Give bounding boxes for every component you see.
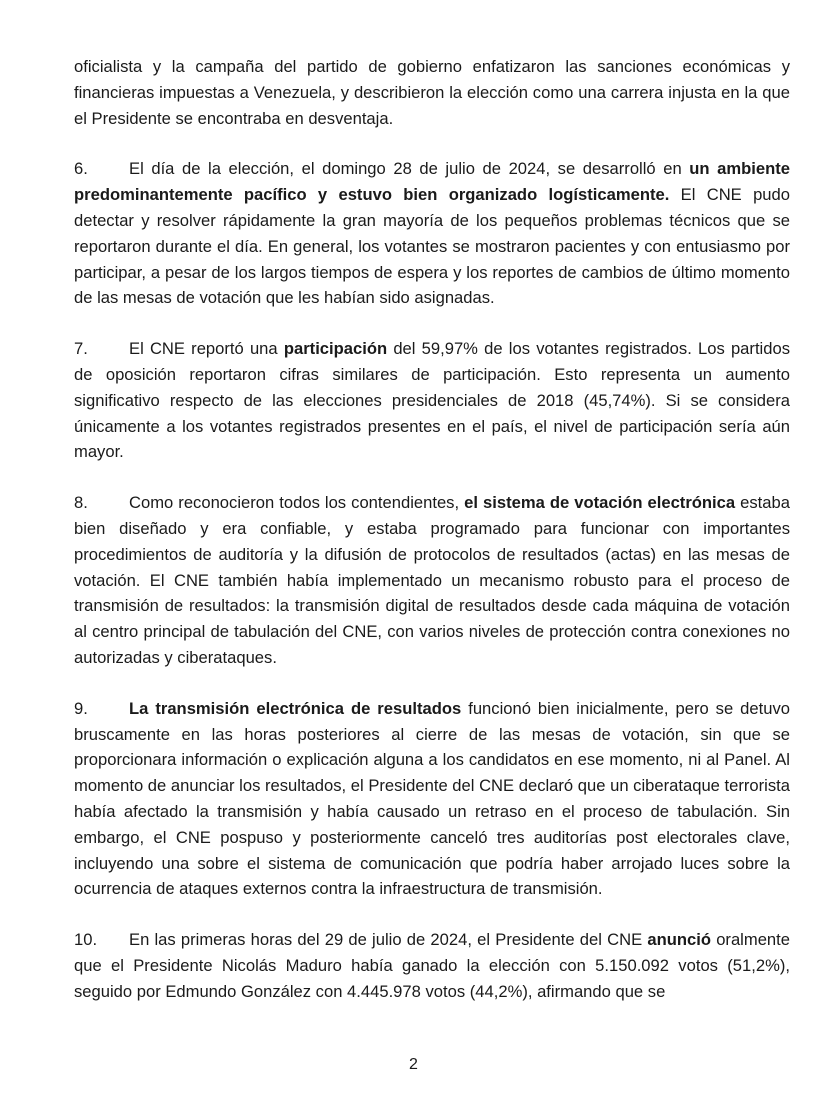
paragraph-text: El CNE pudo detectar y resolver rápidamente la gran mayoría de los pequeños problemas técnicos que se reportaron durante el día. En general, los votantes se mostraron pacientes y con entusiasmo por participar, a pesar de los largos tiempos de espera y los reportes de cambios de último momento de las mesas de votación que les habían sido asignadas. [74,185,790,308]
paragraph-number: 8. [74,493,88,513]
paragraph-bold-text: La transmisión electrónica de resultados [129,698,462,718]
paragraph-bold-text: participación [283,339,388,359]
paragraph-number: 9. [74,698,88,718]
paragraph-text: El día de la elección, el domingo 28 de julio de 2024, se desarrolló en [129,159,690,179]
paragraph-text: estaba bien diseñado y era confiable, y estaba programado para funcionar con importantes procedimientos de auditoría y la difusión de protocolos de resultados (actas) en las mesas de votación. El CNE también había implementado un mecanismo robusto para el proceso de transmisión de resultados: la transmisión digital de resultados desde cada máquina de votación al centro principal de tabulación del CNE, con varios niveles de protección contra conexiones no autorizadas y ciberataques. [74,493,790,667]
paragraph-bold-text: un ambiente predominantemente pacífico y estuvo bien organizado logísticamente. [74,159,791,205]
document-body [74,54,790,1030]
paragraph-7 [74,336,790,465]
paragraph-text: del 59,97% de los votantes registrados. Los partidos de oposición reportaron cifras similares de participación. Esto representa un aumento significativo respecto de las elecciones presidenciales de 2018 (45,74%). Si se considera únicamente a los votantes registrados presentes en el país, el nivel de participación sería aún mayor. [74,339,790,462]
paragraph-number: 10. [74,930,98,950]
paragraph-text: oralmente que el Presidente Nicolás Maduro había ganado la elección con 5.150.092 votos (51,2%), seguido por Edmundo González con 4.445.978 votos (44,2%), afirmando que se [74,930,790,1001]
paragraph-text: funcionó bien inicialmente, pero se detuvo bruscamente en las horas posteriores al cierre de las mesas de votación, sin que se proporcionara información o explicación alguna a los candidatos en ese momento, ni al Panel. Al momento de anunciar los resultados, el Presidente del CNE declaró que un ciberataque terrorista había afectado la transmisión y había causado un retraso en el proceso de tabulación. Sin embargo, el CNE pospuso y posteriormente canceló tres auditorías post electorales clave, incluyendo una sobre el sistema de comunicación que podría haber arrojado luces sobre la ocurrencia de ataques externos contra la infraestructura de transmisión. [74,698,790,899]
paragraph-bold-text: anunció [647,930,711,950]
page-number: 2 [409,1056,418,1073]
paragraph-10 [74,927,790,1004]
paragraph-6 [74,156,790,311]
continuation-paragraph: oficialista y la campaña del partido de gobierno enfatizaron las sanciones económicas y financieras impuestas a Venezuela, y describieron la elección como una carrera injusta en la que el Presidente se encontraba en desventaja. [74,57,790,128]
paragraph-9 [74,696,790,902]
paragraph-text: En las primeras horas del 29 de julio de 2024, el Presidente del CNE [129,930,648,950]
paragraph-text: Como reconocieron todos los contendientes, [129,493,465,513]
paragraph-number: 7. [74,339,88,359]
paragraph-8 [74,490,790,671]
paragraph-text: El CNE reportó una [129,339,284,359]
paragraph-bold-text: el sistema de votación electrónica [464,493,736,513]
paragraph-number: 6. [74,159,88,179]
